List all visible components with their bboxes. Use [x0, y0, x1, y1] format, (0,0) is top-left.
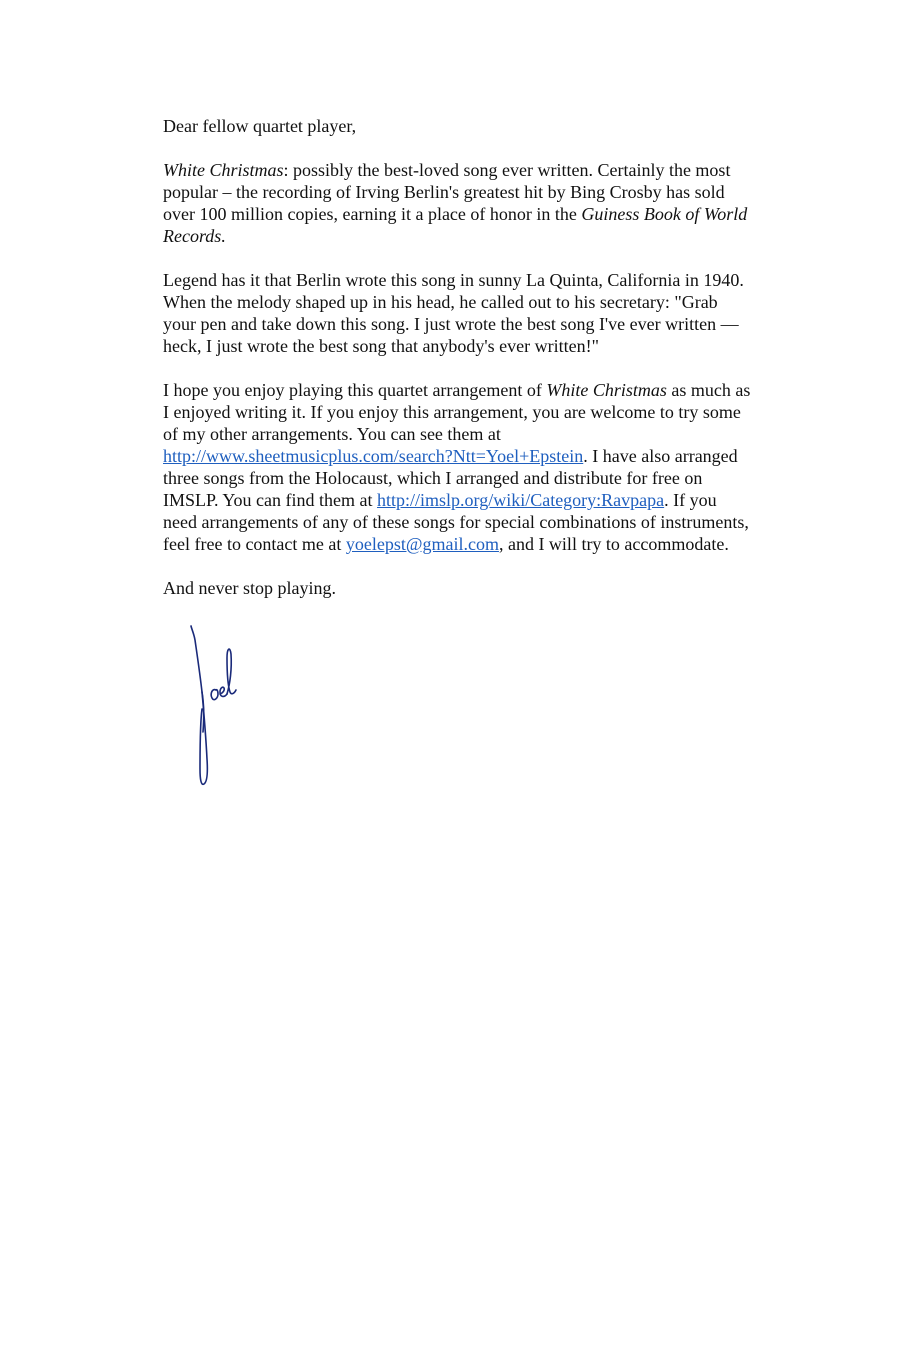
paragraph-arrangements [163, 379, 753, 555]
email-link[interactable]: yoelepst@gmail.com [345, 534, 499, 554]
arrangements-text-5: , and I will try to accommodate. [498, 534, 729, 554]
handwritten-signature [180, 624, 250, 789]
intro-text: : possibly the best-loved song ever written. Certainly the most popular – the recording of Irving Berlin's greatest hit by Bing Crosby has sold over 100 million copies, earning it a place of honor in the [163, 160, 731, 224]
book-title: Guiness Book of World Records. [163, 204, 748, 246]
letter-body [163, 115, 753, 599]
paragraph-intro [163, 159, 753, 247]
closing-line: And never stop playing. [163, 578, 336, 598]
greeting: Dear fellow quartet player, [163, 116, 357, 136]
imslp-link[interactable]: http://imslp.org/wiki/Category:Ravpapa [377, 490, 665, 510]
song-title: White Christmas [163, 160, 284, 180]
paragraph-legend: Legend has it that Berlin wrote this song in sunny La Quinta, California in 1940. When the melody shaped up in his head, he called out to his secretary: "Grab your pen and take down this song. I just wrote the best song I've ever written — heck, I just wrote the best song that anybody's ever written!" [163, 270, 744, 356]
sheetmusicplus-link[interactable]: http://www.sheetmusicplus.com/search?Ntt=Yoel+Epstein [163, 446, 584, 466]
arrangements-text-4: . If you need arrangements of any of these songs for special combinations of instruments, feel free to contact me at [163, 490, 749, 554]
arrangements-text-3: . I have also arranged three songs from the Holocaust, which I arranged and distribute for free on IMSLP. You can find them at [163, 446, 738, 510]
arrangements-text-2: as much as I enjoyed writing it. If you enjoy this arrangement, you are welcome to try some of my other arrangements. You can see them at [163, 380, 751, 444]
arrangements-text-1: I hope you enjoy playing this quartet arrangement of [163, 380, 547, 400]
song-title-2: White Christmas [546, 380, 667, 400]
